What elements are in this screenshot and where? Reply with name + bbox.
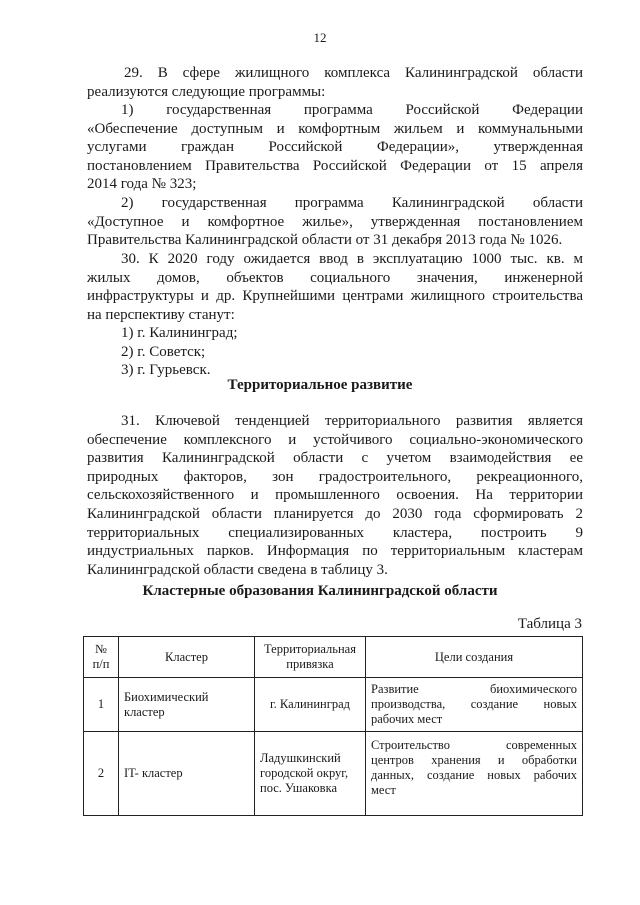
list-item: 1) г. Калининград; bbox=[121, 325, 238, 341]
cell-binding bbox=[255, 732, 366, 816]
text-line: природных факторов, зон градостроительного, рекреационного, bbox=[87, 468, 583, 485]
text-line: жилых домов, объектов социального значения, инженерной bbox=[87, 269, 583, 286]
text-line: развития Калининградской области с учетом взаимодействия ее bbox=[87, 450, 583, 467]
header-cluster: Кластер bbox=[119, 637, 255, 678]
text-line: 29. В сфере жилищного комплекса Калининградской области bbox=[124, 65, 583, 81]
cell-text: рабочих мест bbox=[371, 712, 443, 726]
cell-text: пос. Ушаковка bbox=[260, 781, 337, 795]
text-line: 2014 года № 323; bbox=[87, 176, 197, 193]
cell-num: 2 bbox=[84, 732, 119, 816]
text-line: 2) государственная программа Калининградской области bbox=[121, 195, 583, 211]
header-binding bbox=[255, 637, 366, 678]
text-line: услугами граждан Российской Федерации», утвержденная bbox=[87, 139, 583, 156]
text-line: на перспективу станут: bbox=[87, 306, 235, 323]
text-line: Калининградской области сведена в таблицу 3. bbox=[87, 561, 388, 578]
paragraph-31 bbox=[87, 412, 583, 579]
cell-num: 1 bbox=[84, 678, 119, 732]
section-heading-territorial: Территориальное развитие bbox=[227, 377, 413, 393]
cell-text: Ладушкинский bbox=[260, 751, 341, 765]
text-line: постановлением Правительства Российской Федерации от 15 апреля bbox=[87, 157, 583, 174]
table-row bbox=[84, 678, 583, 732]
header-text: п/п bbox=[92, 657, 110, 671]
paragraph-30 bbox=[87, 250, 583, 324]
text-line: Калининградской области планируется до 2030 года сформировать 2 bbox=[87, 505, 583, 522]
cell-binding bbox=[255, 678, 366, 732]
table-row bbox=[84, 732, 583, 816]
text-line: «Доступное и комфортное жилье», утвержденная постановлением bbox=[87, 213, 583, 230]
cell-text: мест bbox=[371, 783, 396, 797]
cell-text: Развитие биохимического bbox=[371, 682, 577, 696]
text-line: инфраструктуры и др. Крупнейшими центрами жилищного строительства bbox=[87, 288, 583, 305]
text-line: индустриальных парков. Информация по территориальным кластерам bbox=[87, 543, 583, 560]
cell-goals bbox=[366, 678, 583, 732]
text-line: реализуются следующие программы: bbox=[87, 83, 326, 100]
header-num bbox=[84, 637, 119, 678]
text-line: 31. Ключевой тенденцией территориального развития является bbox=[121, 413, 583, 429]
page-number: 12 bbox=[313, 30, 327, 45]
header-text: № bbox=[95, 642, 107, 656]
table-header-row bbox=[84, 637, 583, 678]
paragraph-29-item-2 bbox=[87, 194, 583, 250]
cell-text: данных, создание новых рабочих bbox=[371, 768, 577, 782]
text-line: «Обеспечение доступным и комфортным жильем и коммунальными bbox=[87, 120, 583, 137]
text-line: территориальных специализированных кластера, построить 9 bbox=[87, 524, 583, 541]
header-text: привязка bbox=[286, 657, 334, 671]
cell-text: Биохимический bbox=[124, 689, 209, 704]
text-line: сельскохозяйственного и промышленного освоения. На территории bbox=[87, 487, 583, 504]
header-text: Территориальная bbox=[264, 642, 356, 656]
text-line: Правительства Калининградской области от 31 декабря 2013 года № 1026. bbox=[87, 232, 563, 249]
cell-cluster bbox=[119, 732, 255, 816]
cell-text: производства, создание новых bbox=[371, 697, 577, 711]
cell-text: кластер bbox=[124, 704, 165, 719]
cell-text: IT- кластер bbox=[124, 766, 183, 780]
table-caption: Таблица 3 bbox=[517, 616, 582, 632]
cell-text: городской округ, bbox=[260, 766, 349, 780]
cell-cluster bbox=[119, 678, 255, 732]
text-line: 30. К 2020 году ожидается ввод в эксплуатацию 1000 тыс. кв. м bbox=[121, 251, 583, 267]
list-item: 2) г. Советск; bbox=[121, 343, 206, 360]
cell-text: г. Калининград bbox=[269, 697, 351, 711]
text-line: обеспечение комплексного и устойчивого социально-экономического bbox=[87, 431, 583, 448]
paragraph-29-item-1 bbox=[87, 101, 583, 194]
cell-text: Строительство современных bbox=[371, 738, 577, 752]
header-goals: Цели создания bbox=[366, 637, 583, 678]
section-heading-clusters: Кластерные образования Калининградской области bbox=[142, 583, 498, 599]
cell-goals bbox=[366, 732, 583, 816]
paragraph-29 bbox=[87, 64, 583, 101]
cities-list bbox=[87, 324, 583, 380]
list-item: 3) г. Гурьевск. bbox=[121, 362, 211, 379]
text-line: 1) государственная программа Российской Федерации bbox=[121, 102, 583, 118]
clusters-table bbox=[83, 636, 583, 816]
cell-text: центров хранения и обработки bbox=[371, 753, 577, 767]
